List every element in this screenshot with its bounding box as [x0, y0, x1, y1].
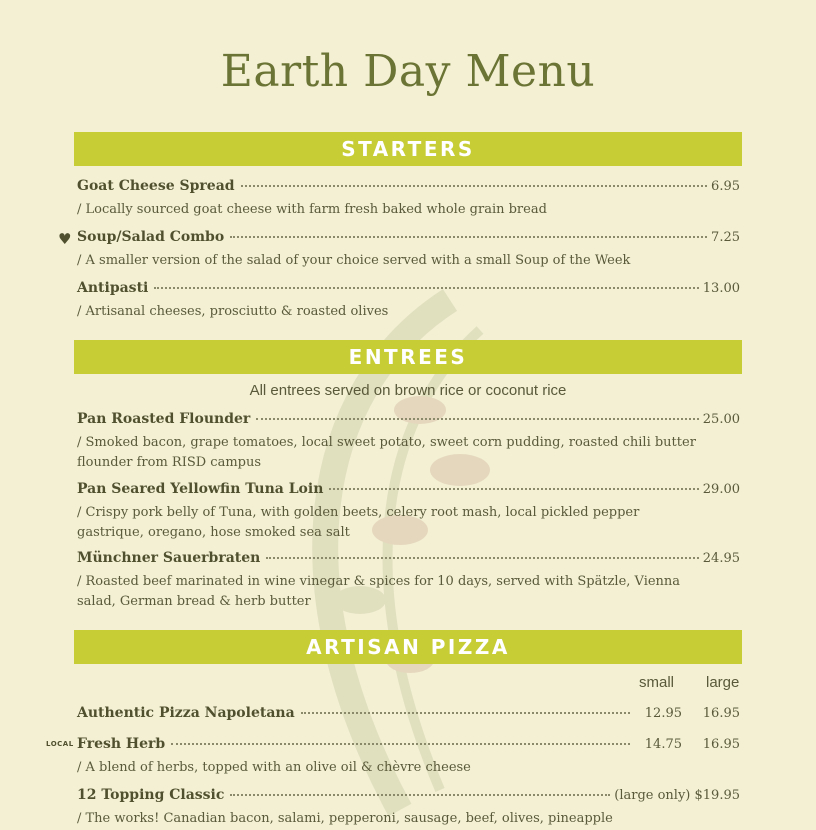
entrees-note: All entrees served on brown rice or coconut rice	[249, 382, 567, 399]
size-small-header: small	[639, 674, 675, 691]
item-name: Münchner Sauerbraten	[77, 550, 261, 566]
item-price: 29.00	[702, 482, 740, 497]
item-price: (large only) $19.95	[614, 788, 740, 803]
item-description: / The works! Canadian bacon, salami, pepperoni, sausage, beef, olives, pineapple	[77, 811, 613, 826]
item-name: 12 Topping Classic	[77, 787, 225, 803]
leader-dots	[154, 287, 698, 289]
page-title: Earth Day Menu	[220, 46, 596, 97]
item-name: Fresh Herb	[77, 736, 166, 752]
size-large-header: large	[706, 674, 740, 691]
local-tag: LOCAL	[46, 740, 74, 748]
menu-item	[77, 787, 740, 829]
leader-dots	[256, 418, 699, 420]
menu-item	[77, 411, 740, 472]
item-name: Goat Cheese Spread	[77, 178, 235, 194]
item-description-cont: gastrique, oregano, hose smoked sea salt	[77, 524, 350, 540]
item-price: 24.95	[702, 551, 740, 566]
item-name: Authentic Pizza Napoletana	[77, 705, 295, 721]
leader-dots	[266, 557, 698, 559]
item-name: Pan Roasted Flounder	[77, 411, 251, 427]
item-price-large: 16.95	[702, 706, 740, 721]
item-description: / Crispy pork belly of Tuna, with golden beets, celery root mash, local pickled pepper	[77, 505, 640, 520]
menu-item	[77, 229, 740, 271]
item-description: / A smaller version of the salad of your choice served with a small Soup of the Week	[77, 253, 631, 268]
heart-icon: ♥	[58, 230, 72, 248]
leader-dots	[171, 743, 630, 745]
item-name: Soup/Salad Combo	[77, 229, 225, 245]
item-description: / Roasted beef marinated in wine vinegar & spices for 10 days, served with Spätzle, Vienna	[77, 574, 681, 589]
item-price: 7.25	[711, 230, 740, 245]
item-price: 25.00	[702, 412, 740, 427]
item-name: Pan Seared Yellowfin Tuna Loin	[77, 481, 324, 497]
item-description: / Locally sourced goat cheese with farm fresh baked whole grain bread	[77, 202, 547, 217]
item-description: / A blend of herbs, topped with an olive oil & chèvre cheese	[77, 760, 471, 775]
menu-item	[77, 481, 740, 542]
leader-dots	[230, 236, 707, 238]
pizza-heading: ARTISAN PIZZA	[74, 630, 742, 664]
starters-heading: STARTERS	[74, 132, 742, 166]
item-price: 6.95	[711, 179, 740, 194]
leader-dots	[329, 488, 698, 490]
leader-dots	[301, 712, 630, 714]
item-price-small: 12.95	[644, 706, 682, 721]
item-description: / Smoked bacon, grape tomatoes, local sweet potato, sweet corn pudding, roasted chili butter	[77, 435, 696, 450]
menu-item	[77, 280, 740, 322]
menu-item	[77, 736, 740, 778]
leader-dots	[230, 794, 610, 796]
menu-item	[77, 705, 740, 727]
item-description-cont: flounder from RISD campus	[77, 454, 262, 470]
item-price-large: 16.95	[702, 737, 740, 752]
menu-item	[77, 178, 740, 220]
entrees-heading: ENTREES	[74, 340, 742, 374]
item-description: / Artisanal cheeses, prosciutto & roasted olives	[77, 304, 389, 319]
item-description-cont: salad, German bread & herb butter	[77, 593, 311, 609]
item-name: Antipasti	[77, 280, 149, 296]
leader-dots	[241, 185, 707, 187]
item-price-small: 14.75	[644, 737, 682, 752]
item-price: 13.00	[702, 281, 740, 296]
menu-item	[77, 550, 740, 611]
